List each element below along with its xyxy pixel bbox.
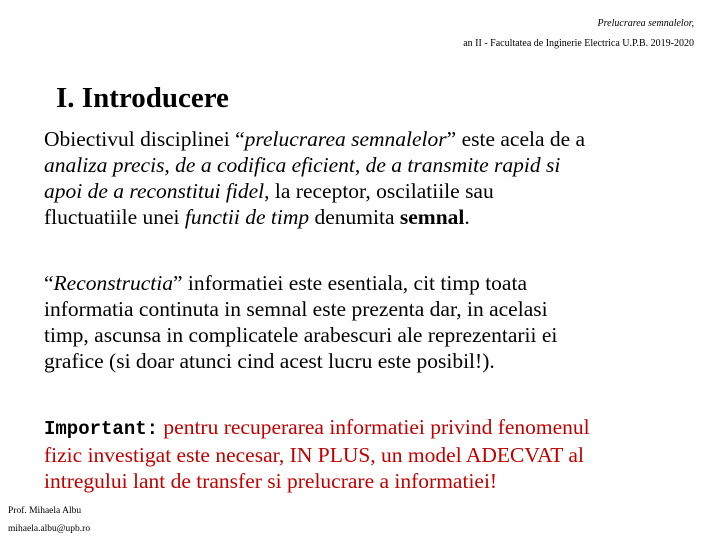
text-run: Obiectivul disciplinei “ [44, 127, 245, 151]
text-run: ” informatiei este esentiala, cit timp toata [172, 271, 527, 295]
text-line [44, 178, 704, 204]
text-line: informatia continuta in semnal este prezenta dar, in acelasi [44, 297, 548, 321]
text-run: ” este acela de a [446, 127, 586, 151]
italic-run: prelucrarea semnalelor [244, 127, 447, 151]
footer-author: Prof. Mihaela Albu [8, 506, 82, 516]
text-line: timp, ascunsa in complicatele arabescuri ale reprezentarii ei [44, 323, 558, 347]
text-run: . [464, 205, 470, 229]
text-line [44, 126, 704, 152]
text-run: , la receptor, oscilatiile sau [264, 179, 494, 203]
italic-run: apoi de a reconstitui fidel [44, 179, 265, 203]
text-line: fizic investigat este necesar, IN PLUS, un model ADECVAT al [44, 443, 584, 467]
paragraph-reconstruction [44, 270, 704, 374]
italic-run: Reconstructia [53, 271, 173, 295]
text-run: “ [44, 271, 54, 295]
text-run: pentru recuperarea informatiei privind fenomenul [158, 415, 590, 439]
text-run: fluctuatiile unei [44, 205, 185, 229]
header-faculty: an II - Facultatea de Inginerie Electrica U.P.B. 2019-2020 [463, 38, 694, 49]
important-label: Important: [44, 418, 159, 440]
header-course: Prelucrarea semnalelor, [597, 18, 694, 29]
text-line [44, 270, 704, 296]
text-line [44, 414, 704, 442]
text-line: intregului lant de transfer si prelucrare a informatiei! [44, 469, 498, 493]
paragraph-objective [44, 126, 704, 230]
text-line-italic: analiza precis, de a codifica eficient, de a transmite rapid si [44, 153, 561, 177]
slide-title: I. Introducere [56, 82, 229, 114]
paragraph-important [44, 414, 704, 494]
text-line [44, 204, 704, 230]
text-run: denumita [309, 205, 400, 229]
text-line: grafice (si doar atunci cind acest lucru este posibil!). [44, 349, 495, 373]
footer-email: mihaela.albu@upb.ro [8, 524, 91, 534]
bold-run: semnal [399, 205, 465, 229]
italic-run: functii de timp [184, 205, 310, 229]
